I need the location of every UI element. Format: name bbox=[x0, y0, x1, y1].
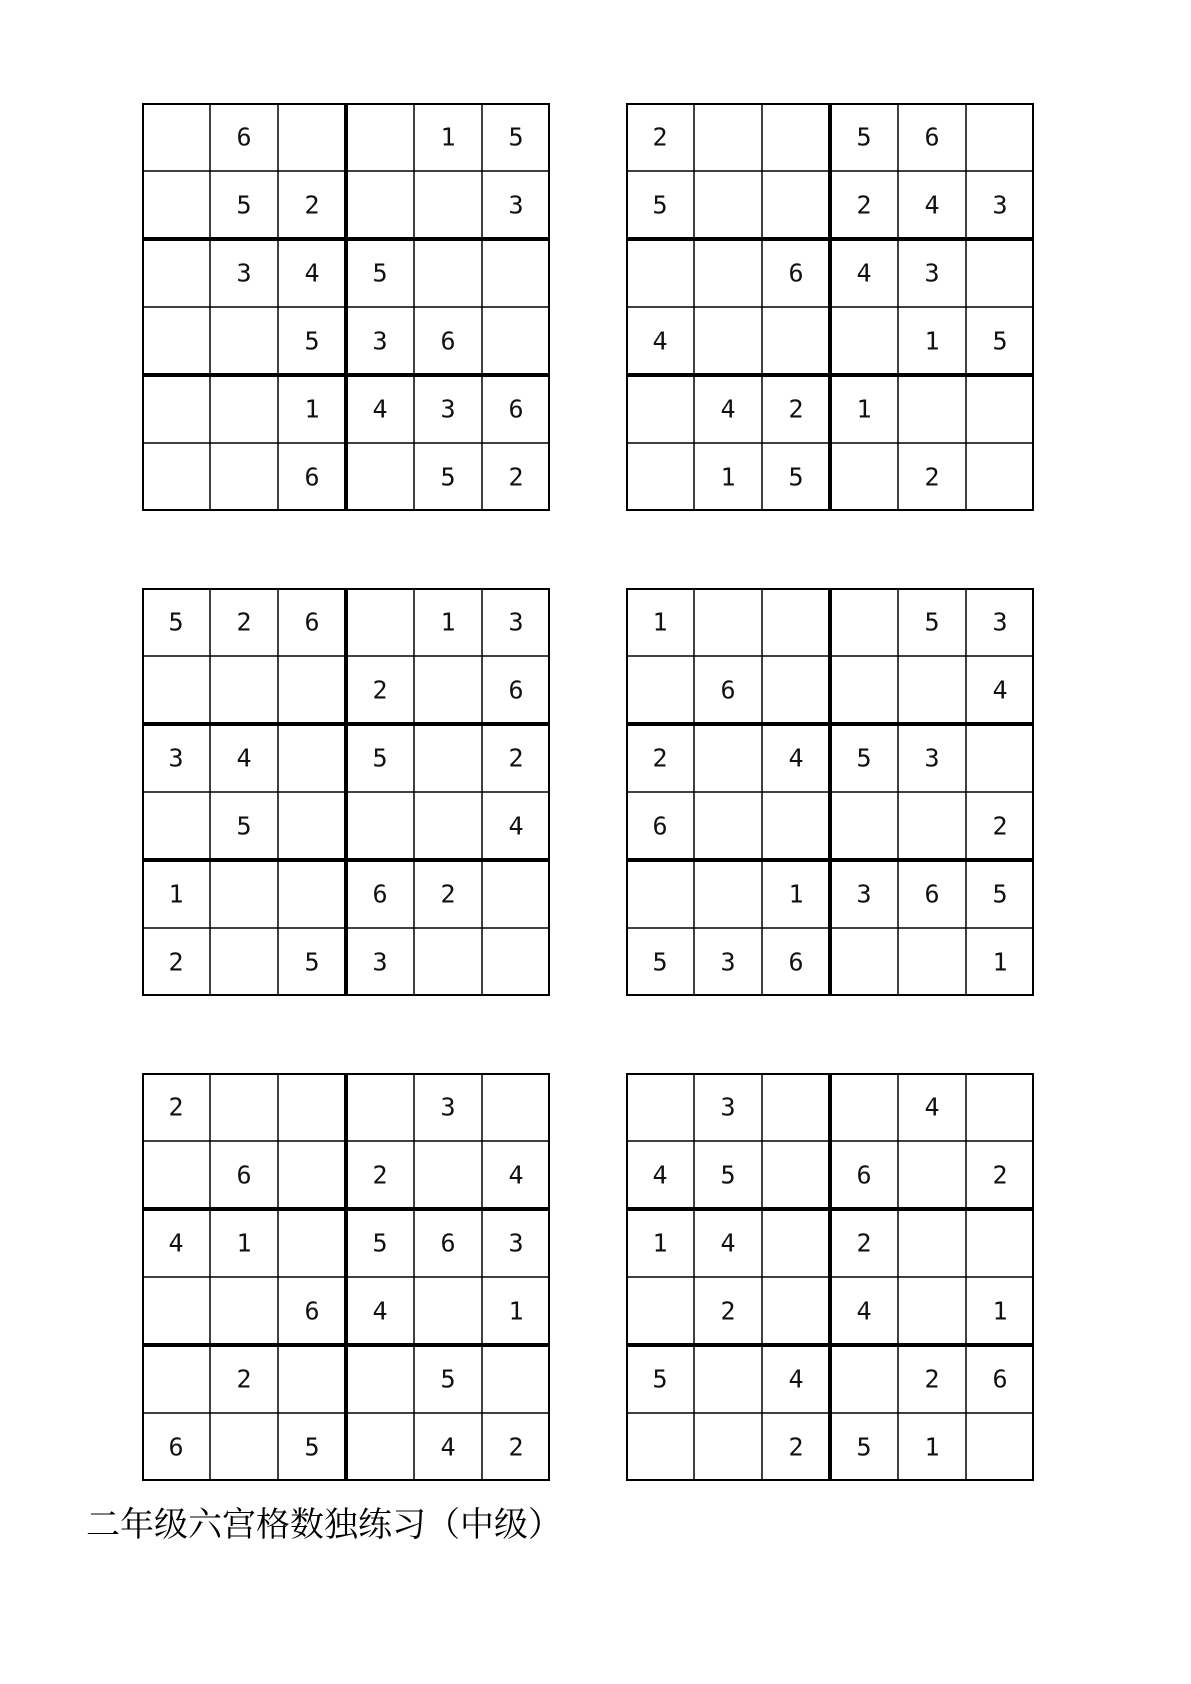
sudoku-cell: 5 bbox=[856, 1432, 872, 1462]
sudoku-cell: 4 bbox=[508, 811, 524, 841]
sudoku-cell: 6 bbox=[652, 811, 668, 841]
sudoku-cell: 4 bbox=[372, 1296, 388, 1326]
sudoku-cell: 1 bbox=[788, 879, 804, 909]
sudoku-cell: 1 bbox=[992, 1296, 1008, 1326]
sudoku-cell: 5 bbox=[992, 879, 1008, 909]
sudoku-cell: 5 bbox=[372, 1228, 388, 1258]
sudoku-cell: 1 bbox=[236, 1228, 252, 1258]
sudoku-cell: 1 bbox=[440, 607, 456, 637]
sudoku-cell: 2 bbox=[856, 1228, 872, 1258]
sudoku-cell: 4 bbox=[788, 743, 804, 773]
sudoku-cell: 5 bbox=[440, 1364, 456, 1394]
sudoku-cell: 2 bbox=[372, 675, 388, 705]
sudoku-cell: 3 bbox=[508, 607, 524, 637]
sudoku-cell: 6 bbox=[992, 1364, 1008, 1394]
sudoku-cell: 3 bbox=[236, 258, 252, 288]
sudoku-cell: 6 bbox=[440, 326, 456, 356]
sudoku-cell: 2 bbox=[508, 1432, 524, 1462]
sudoku-cell: 6 bbox=[168, 1432, 184, 1462]
sudoku-cell: 5 bbox=[788, 462, 804, 492]
sudoku-cell: 2 bbox=[508, 462, 524, 492]
sudoku-cell: 2 bbox=[788, 394, 804, 424]
sudoku-grid-3 bbox=[142, 588, 550, 996]
sudoku-cell: 5 bbox=[924, 607, 940, 637]
sudoku-cell: 2 bbox=[508, 743, 524, 773]
sudoku-cell: 3 bbox=[440, 1092, 456, 1122]
sudoku-cell: 1 bbox=[652, 1228, 668, 1258]
sudoku-cell: 2 bbox=[924, 1364, 940, 1394]
sudoku-cell: 4 bbox=[440, 1432, 456, 1462]
sudoku-cell: 2 bbox=[652, 122, 668, 152]
sudoku-cell: 5 bbox=[652, 947, 668, 977]
sudoku-cell: 3 bbox=[992, 190, 1008, 220]
sudoku-cell: 6 bbox=[508, 675, 524, 705]
sudoku-cell: 1 bbox=[924, 1432, 940, 1462]
sudoku-cell: 6 bbox=[372, 879, 388, 909]
sudoku-cell: 1 bbox=[720, 462, 736, 492]
sudoku-cell: 4 bbox=[652, 1160, 668, 1190]
sudoku-grid-1 bbox=[142, 103, 550, 511]
sudoku-cell: 6 bbox=[236, 1160, 252, 1190]
sudoku-grid-4 bbox=[626, 588, 1034, 996]
sudoku-cell: 6 bbox=[236, 122, 252, 152]
sudoku-cell: 1 bbox=[168, 879, 184, 909]
sudoku-cell: 4 bbox=[652, 326, 668, 356]
sudoku-cell: 5 bbox=[168, 607, 184, 637]
sudoku-svg bbox=[142, 1073, 550, 1481]
sudoku-cell: 3 bbox=[924, 743, 940, 773]
sudoku-cell: 4 bbox=[720, 394, 736, 424]
sudoku-cell: 4 bbox=[720, 1228, 736, 1258]
sudoku-cell: 3 bbox=[372, 326, 388, 356]
sudoku-cell: 3 bbox=[440, 394, 456, 424]
sudoku-cell: 3 bbox=[508, 1228, 524, 1258]
sudoku-cell: 3 bbox=[856, 879, 872, 909]
sudoku-cell: 4 bbox=[992, 675, 1008, 705]
sudoku-cell: 3 bbox=[720, 947, 736, 977]
sudoku-cell: 4 bbox=[236, 743, 252, 773]
sudoku-cell: 2 bbox=[440, 879, 456, 909]
sudoku-grid-2 bbox=[626, 103, 1034, 511]
sudoku-cell: 4 bbox=[924, 190, 940, 220]
sudoku-cell: 6 bbox=[304, 462, 320, 492]
sudoku-grid-5 bbox=[142, 1073, 550, 1481]
sudoku-cell: 6 bbox=[720, 675, 736, 705]
sudoku-cell: 6 bbox=[304, 607, 320, 637]
sudoku-cell: 5 bbox=[720, 1160, 736, 1190]
sudoku-cell: 2 bbox=[788, 1432, 804, 1462]
sudoku-cell: 2 bbox=[992, 1160, 1008, 1190]
sudoku-cell: 4 bbox=[788, 1364, 804, 1394]
sudoku-cell: 5 bbox=[992, 326, 1008, 356]
sudoku-svg bbox=[142, 588, 550, 996]
sudoku-cell: 6 bbox=[788, 947, 804, 977]
sudoku-svg bbox=[626, 103, 1034, 511]
sudoku-svg bbox=[626, 588, 1034, 996]
sudoku-cell: 5 bbox=[304, 947, 320, 977]
page-title: 二年级六宫格数独练习（中级） bbox=[86, 1505, 562, 1545]
sudoku-cell: 4 bbox=[168, 1228, 184, 1258]
sudoku-cell: 6 bbox=[440, 1228, 456, 1258]
sudoku-cell: 6 bbox=[304, 1296, 320, 1326]
sudoku-cell: 1 bbox=[924, 326, 940, 356]
sudoku-cell: 6 bbox=[788, 258, 804, 288]
sudoku-cell: 2 bbox=[720, 1296, 736, 1326]
sudoku-svg bbox=[626, 1073, 1034, 1481]
sudoku-cell: 6 bbox=[924, 122, 940, 152]
sudoku-cell: 5 bbox=[856, 743, 872, 773]
sudoku-grid-6 bbox=[626, 1073, 1034, 1481]
sudoku-cell: 1 bbox=[652, 607, 668, 637]
sudoku-cell: 2 bbox=[236, 1364, 252, 1394]
sudoku-cell: 5 bbox=[304, 326, 320, 356]
sudoku-cell: 5 bbox=[372, 258, 388, 288]
sudoku-cell: 2 bbox=[168, 1092, 184, 1122]
sudoku-cell: 5 bbox=[652, 1364, 668, 1394]
sudoku-svg bbox=[142, 103, 550, 511]
sudoku-cell: 5 bbox=[236, 190, 252, 220]
sudoku-cell: 5 bbox=[440, 462, 456, 492]
sudoku-cell: 5 bbox=[304, 1432, 320, 1462]
sudoku-cell: 5 bbox=[856, 122, 872, 152]
sudoku-cell: 4 bbox=[304, 258, 320, 288]
sudoku-cell: 1 bbox=[508, 1296, 524, 1326]
sudoku-cell: 3 bbox=[924, 258, 940, 288]
sudoku-cell: 2 bbox=[372, 1160, 388, 1190]
sudoku-cell: 3 bbox=[992, 607, 1008, 637]
sudoku-cell: 4 bbox=[856, 258, 872, 288]
sudoku-cell: 2 bbox=[652, 743, 668, 773]
sudoku-cell: 3 bbox=[508, 190, 524, 220]
sudoku-cell: 4 bbox=[372, 394, 388, 424]
sudoku-cell: 2 bbox=[168, 947, 184, 977]
sudoku-cell: 4 bbox=[924, 1092, 940, 1122]
sudoku-cell: 3 bbox=[372, 947, 388, 977]
sudoku-cell: 5 bbox=[372, 743, 388, 773]
sudoku-cell: 5 bbox=[652, 190, 668, 220]
sudoku-cell: 6 bbox=[924, 879, 940, 909]
sudoku-cell: 4 bbox=[856, 1296, 872, 1326]
sudoku-cell: 1 bbox=[304, 394, 320, 424]
sudoku-cell: 3 bbox=[168, 743, 184, 773]
sudoku-cell: 3 bbox=[720, 1092, 736, 1122]
sudoku-cell: 1 bbox=[992, 947, 1008, 977]
sudoku-cell: 2 bbox=[236, 607, 252, 637]
sudoku-cell: 1 bbox=[440, 122, 456, 152]
sudoku-cell: 2 bbox=[924, 462, 940, 492]
sudoku-cell: 6 bbox=[508, 394, 524, 424]
sudoku-cell: 2 bbox=[992, 811, 1008, 841]
sudoku-cell: 2 bbox=[856, 190, 872, 220]
sudoku-cell: 2 bbox=[304, 190, 320, 220]
sudoku-cell: 6 bbox=[856, 1160, 872, 1190]
sudoku-cell: 5 bbox=[508, 122, 524, 152]
sudoku-cell: 4 bbox=[508, 1160, 524, 1190]
sudoku-cell: 5 bbox=[236, 811, 252, 841]
sudoku-cell: 1 bbox=[856, 394, 872, 424]
